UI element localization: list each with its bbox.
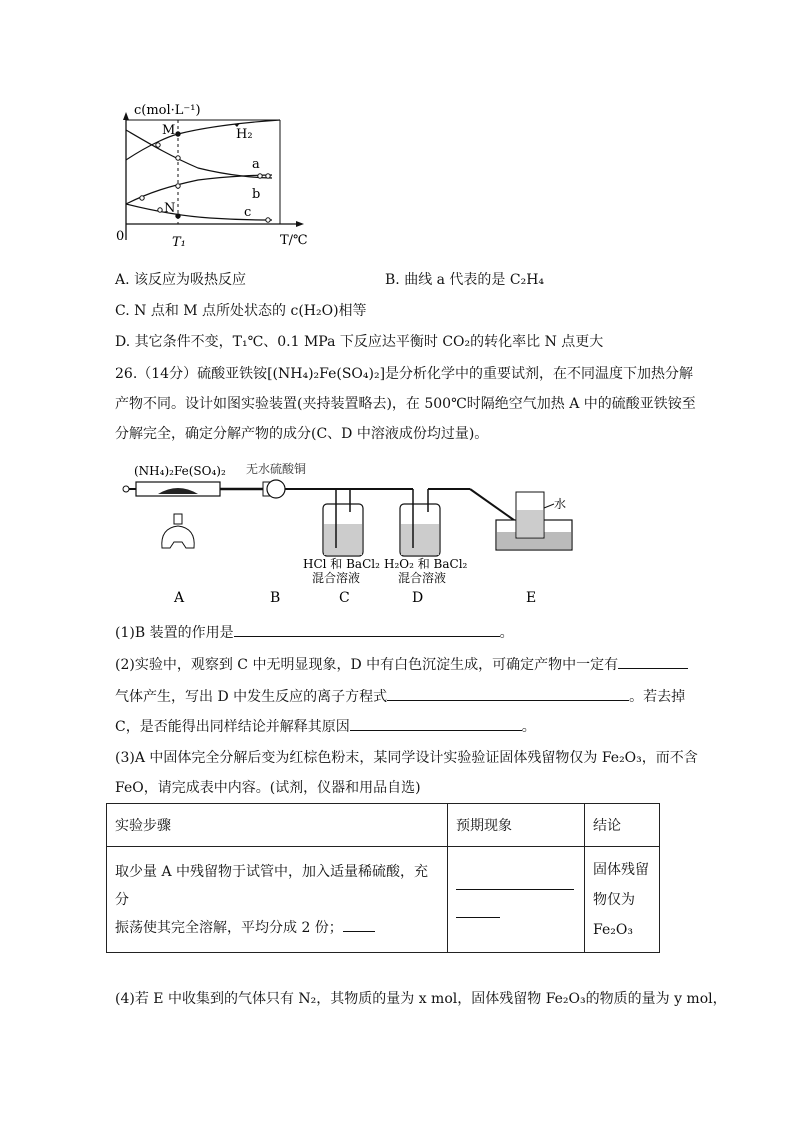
- table-cell-phenomenon: [448, 847, 585, 953]
- origin-label: 0: [116, 229, 125, 244]
- option-c: C. N 点和 M 点所处状态的 c(H₂O)相等: [115, 303, 367, 319]
- reagent-a-label: (NH₄)₂Fe(SO₄)₂: [134, 464, 226, 478]
- concentration-temperature-graph: [110, 100, 310, 252]
- curve-label-a: a: [252, 157, 260, 172]
- curve-label-h2: H₂: [236, 127, 253, 142]
- label-e: E: [526, 590, 537, 605]
- drying-bulb-b: [267, 480, 285, 498]
- answer-blank-2c[interactable]: [350, 716, 522, 731]
- point-n-marker: [176, 214, 180, 218]
- apparatus-diagram: [118, 460, 578, 605]
- sub-question-3-line-1: (3)A 中固体完全分解后变为红棕色粉末，某同学设计实验验证固体残留物仅为 Fe₂O₃，而不含: [115, 750, 698, 766]
- sub-question-4: (4)若 E 中收集到的气体只有 N₂，其物质的量为 x mol，固体残留物 Fe₂O₃的物质的量为 y mol，: [115, 991, 727, 1007]
- x-axis-label: T/℃: [280, 233, 308, 248]
- option-b: B. 曲线 a 代表的是 C₂H₄: [385, 272, 545, 288]
- sub-question-3-line-2: FeO，请完成表中内容。(试剂，仪器和用品自选): [115, 780, 421, 796]
- table-cell-steps: 取少量 A 中残留物于试管中，加入适量稀硫酸，充分 振荡使其完全溶解，平均分成 2 份；: [107, 847, 448, 953]
- answer-blank-1[interactable]: [234, 622, 500, 637]
- curve-b: [126, 175, 272, 204]
- option-d: D. 其它条件不变，T₁℃、0.1 MPa 下反应达平衡时 CO₂的转化率比 N 点更大: [115, 334, 604, 350]
- point-marker: [176, 156, 180, 160]
- answer-blank-table-phenomenon-1[interactable]: [456, 875, 574, 890]
- point-marker: [266, 174, 270, 178]
- label-c: C: [339, 590, 350, 605]
- label-b: B: [270, 590, 281, 605]
- option-a: A. 该反应为吸热反应: [115, 272, 247, 288]
- table-header-conclusion: 结论: [585, 804, 660, 847]
- point-label-m: M: [162, 123, 176, 138]
- point-marker: [158, 208, 162, 212]
- q26-line-2: 产物不同。设计如图实验装置(夹持装置略去)，在 500℃时隔绝空气加热 A 中的硫酸亚铁铵至: [115, 396, 696, 412]
- solution-d-label-1: H₂O₂ 和 BaCl₂: [384, 557, 468, 571]
- point-marker: [156, 143, 160, 147]
- q26-line-1: 26.（14分）硫酸亚铁铵[(NH₄)₂Fe(SO₄)₂]是分析化学中的重要试剂，在不同温度下加热分解: [115, 366, 694, 382]
- x-axis-arrow: [296, 221, 304, 227]
- point-marker: [140, 196, 144, 200]
- curve-label-b: b: [252, 187, 261, 202]
- table-header-phenomenon: 预期现象: [448, 804, 585, 847]
- answer-blank-table-step[interactable]: [343, 917, 375, 932]
- solution-d-label-2: 混合溶液: [398, 571, 447, 585]
- label-d: D: [412, 590, 424, 605]
- reagent-b-label: 无水硫酸铜: [246, 462, 307, 476]
- solution-c-label-2: 混合溶液: [312, 571, 361, 585]
- point-marker: [258, 174, 262, 178]
- sub-question-2-line-2: 气体产生，写出 D 中发生反应的离子方程式 。若去掉: [115, 686, 685, 707]
- curve-label-c: c: [244, 205, 252, 220]
- sub-question-2-line-1: (2)实验中，观察到 C 中无明显现象，D 中有白色沉淀生成，可确定产物中一定有: [115, 654, 688, 675]
- label-a: A: [174, 590, 185, 605]
- point-m-marker: [176, 132, 180, 136]
- point-label-n: N: [164, 201, 176, 216]
- answer-blank-2a[interactable]: [618, 654, 688, 669]
- solution-c-label-1: HCl 和 BaCl₂: [303, 557, 380, 571]
- q26-line-3: 分解完全，确定分解产物的成分(C、D 中溶液成份均过量)。: [115, 426, 489, 442]
- y-axis-label: c(mol·L⁻¹): [134, 103, 201, 118]
- point-marker: [176, 184, 180, 188]
- sub-question-2-line-3: C，是否能得出同样结论并解释其原因 。: [115, 716, 536, 737]
- answer-blank-table-phenomenon-2[interactable]: [456, 903, 500, 918]
- sub-question-1: (1)B 装置的作用是 。: [115, 622, 514, 643]
- water-label: 水: [554, 497, 567, 511]
- table-cell-conclusion: 固体残留 物仅为 Fe₂O₃: [585, 847, 660, 953]
- t1-label: T₁: [172, 235, 186, 250]
- y-axis-arrow: [123, 112, 129, 120]
- point-marker: [266, 218, 270, 222]
- alcohol-lamp: [162, 526, 194, 548]
- table-header-steps: 实验步骤: [107, 804, 448, 847]
- experiment-table: [106, 803, 660, 953]
- curve-h2: [126, 120, 280, 160]
- answer-blank-2b[interactable]: [387, 686, 629, 701]
